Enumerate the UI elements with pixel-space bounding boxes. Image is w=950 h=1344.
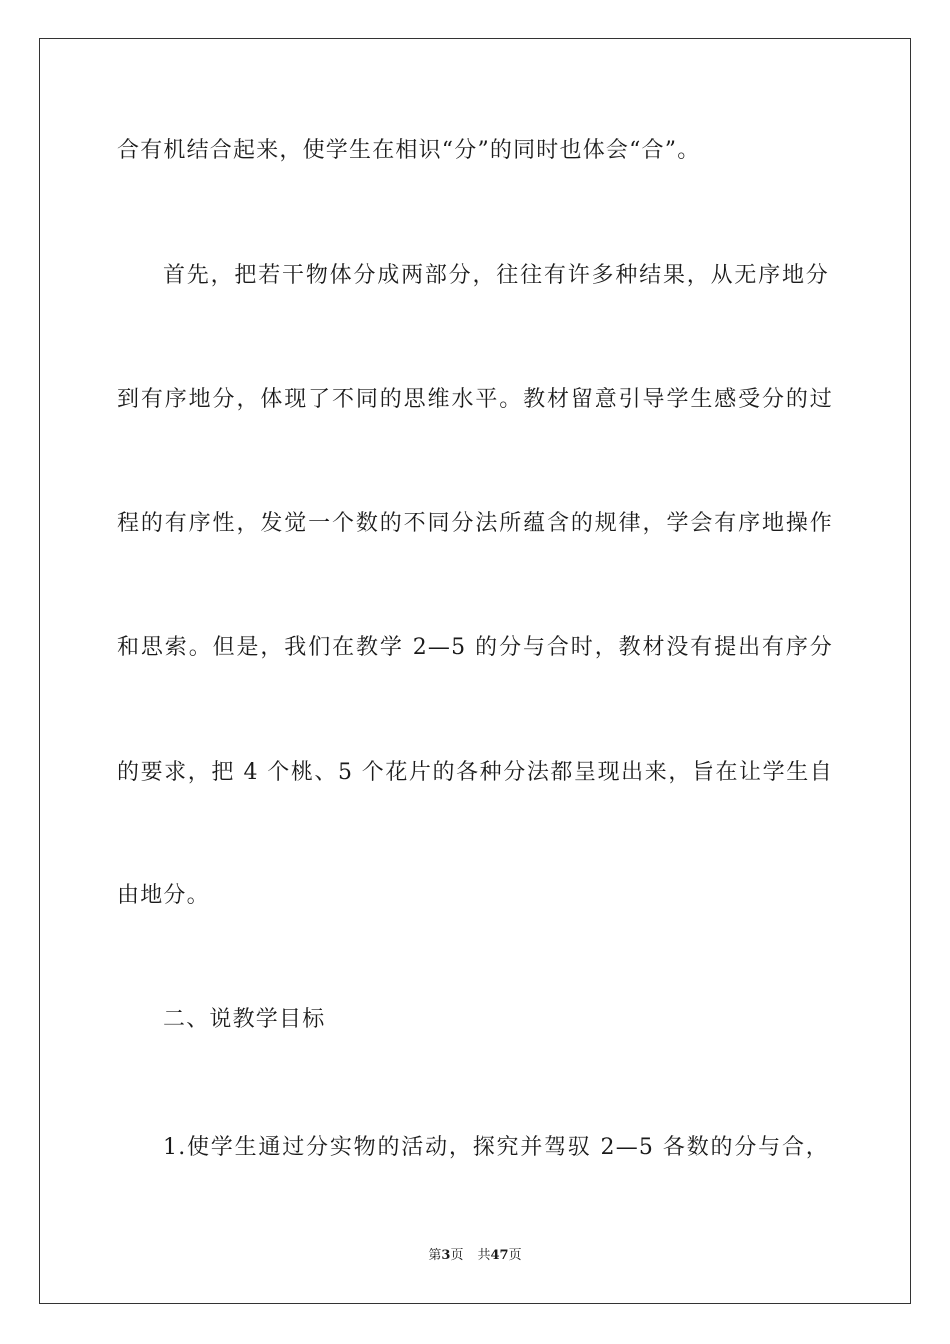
paragraph-line: 的要求，把 4 个桃、5 个花片的各种分法都呈现出来，旨在让学生自 <box>117 760 833 785</box>
paragraph-line: 由地分。 <box>117 883 210 908</box>
paragraph-line: 合有机结合起来，使学生在相识“分”的同时也体会“合”。 <box>117 138 701 163</box>
footer-page-suffix: 页 <box>450 1248 464 1263</box>
paragraph-line: 到有序地分，体现了不同的思维水平。教材留意引导学生感受分的过 <box>117 387 833 412</box>
section-heading: 二、说教学目标 <box>163 1007 326 1032</box>
paragraph-line: 程的有序性，发觉一个数的不同分法所蕴含的规律，学会有序地操作 <box>117 511 833 536</box>
footer-total-prefix: 共 <box>477 1248 491 1263</box>
footer-total-suffix: 页 <box>508 1248 522 1263</box>
total-pages-number: 47 <box>490 1248 509 1263</box>
page-border <box>39 38 911 1304</box>
footer-prefix: 第 <box>428 1248 442 1263</box>
current-page-number: 3 <box>441 1248 451 1263</box>
paragraph-line: 首先，把若干物体分成两部分，往往有许多种结果，从无序地分 <box>163 263 829 288</box>
paragraph-line: 1.使学生通过分实物的活动，探究并驾驭 2—5 各数的分与合， <box>163 1135 829 1160</box>
paragraph-line: 和思索。但是，我们在教学 2—5 的分与合时，教材没有提出有序分 <box>117 635 833 660</box>
page-footer <box>0 1247 950 1265</box>
